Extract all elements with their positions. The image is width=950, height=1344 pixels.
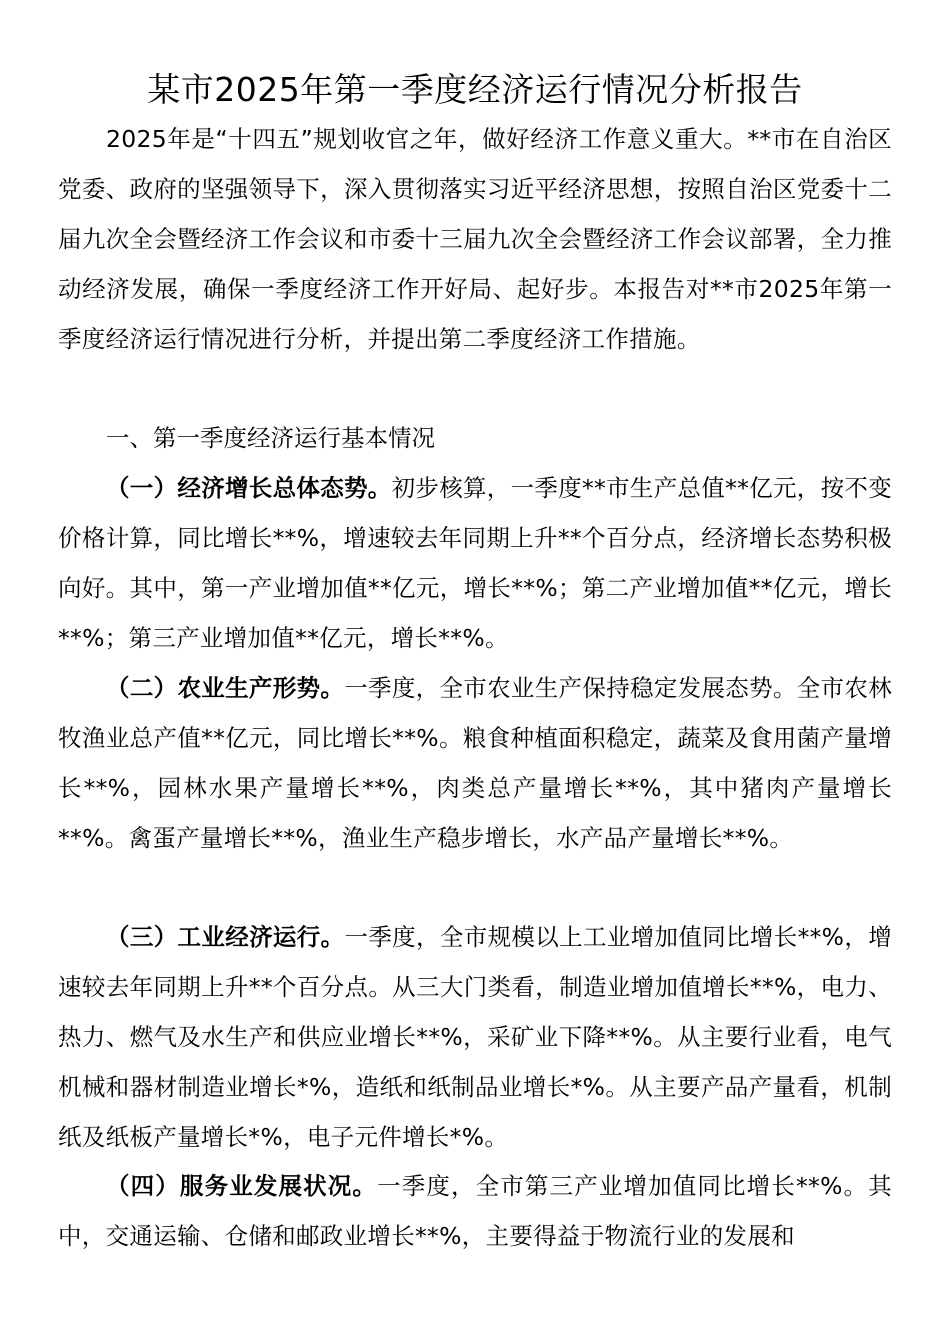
document-title: 某市2025年第一季度经济运行情况分析报告 [147, 70, 803, 109]
paragraph-services [58, 1161, 892, 1261]
paragraph-lead: （四）服务业发展状况。 [106, 1172, 378, 1200]
section-heading: 一、第一季度经济运行基本情况 [106, 424, 435, 452]
intro-paragraph: 2025年是“十四五”规划收官之年，做好经济工作意义重大。**市在自治区党委、政府的坚强领导下，深入贯彻落实习近平经济思想，按照自治区党委十二届九次全会暨经济工作会议和市委十三届九次全会暨经济工作会议部署，全力推动经济发展，确保一季度经济工作开好局、起好步。本报告对**市2025年第一季度经济运行情况进行分析，并提出第二季度经济工作措施。 [58, 125, 892, 353]
paragraph-lead: （三）工业经济运行。 [106, 923, 345, 951]
paragraph-industry [58, 912, 892, 1162]
paragraph-text: 初步核算，一季度**市生产总值**亿元，按不变价格计算，同比增长**%，增速较去年同期上升**个百分点，经济增长态势积极向好。其中，第一产业增加值**亿元，增长**%；第二产业增加值**亿元，增长**%；第三产业增加值**亿元，增长**%。 [58, 474, 893, 652]
paragraph-lead: （一）经济增长总体态势。 [106, 474, 392, 502]
paragraph-text: 一季度，全市第三产业增加值同比增长**%。其中，交通运输、仓储和邮政业增长**%，主要得益于物流行业的发展和 [58, 1172, 892, 1250]
paragraph-lead: （二）农业生产形势。 [106, 674, 345, 702]
paragraph-economic-growth [58, 463, 892, 663]
paragraph-text: 一季度，全市规模以上工业增加值同比增长**%，增速较去年同期上升**个百分点。从三大门类看，制造业增加值增长**%，电力、热力、燃气及水生产和供应业增长**%，采矿业下降**%。从主要行业看，电气机械和器材制造业增长*%，造纸和纸制品业增长*%。从主要产品产量看，机制纸及纸板产量增长*%，电子元件增长*%。 [58, 923, 893, 1151]
paragraph-text: 一季度，全市农业生产保持稳定发展态势。全市农林牧渔业总产值**亿元，同比增长**%。粮食种植面积稳定，蔬菜及食用菌产量增长**%，园林水果产量增长**%，肉类总产量增长**%，其中猪肉产量增长**%。禽蛋产量增长**%，渔业生产稳步增长，水产品产量增长**%。 [58, 674, 892, 852]
paragraph-agriculture [58, 663, 892, 863]
